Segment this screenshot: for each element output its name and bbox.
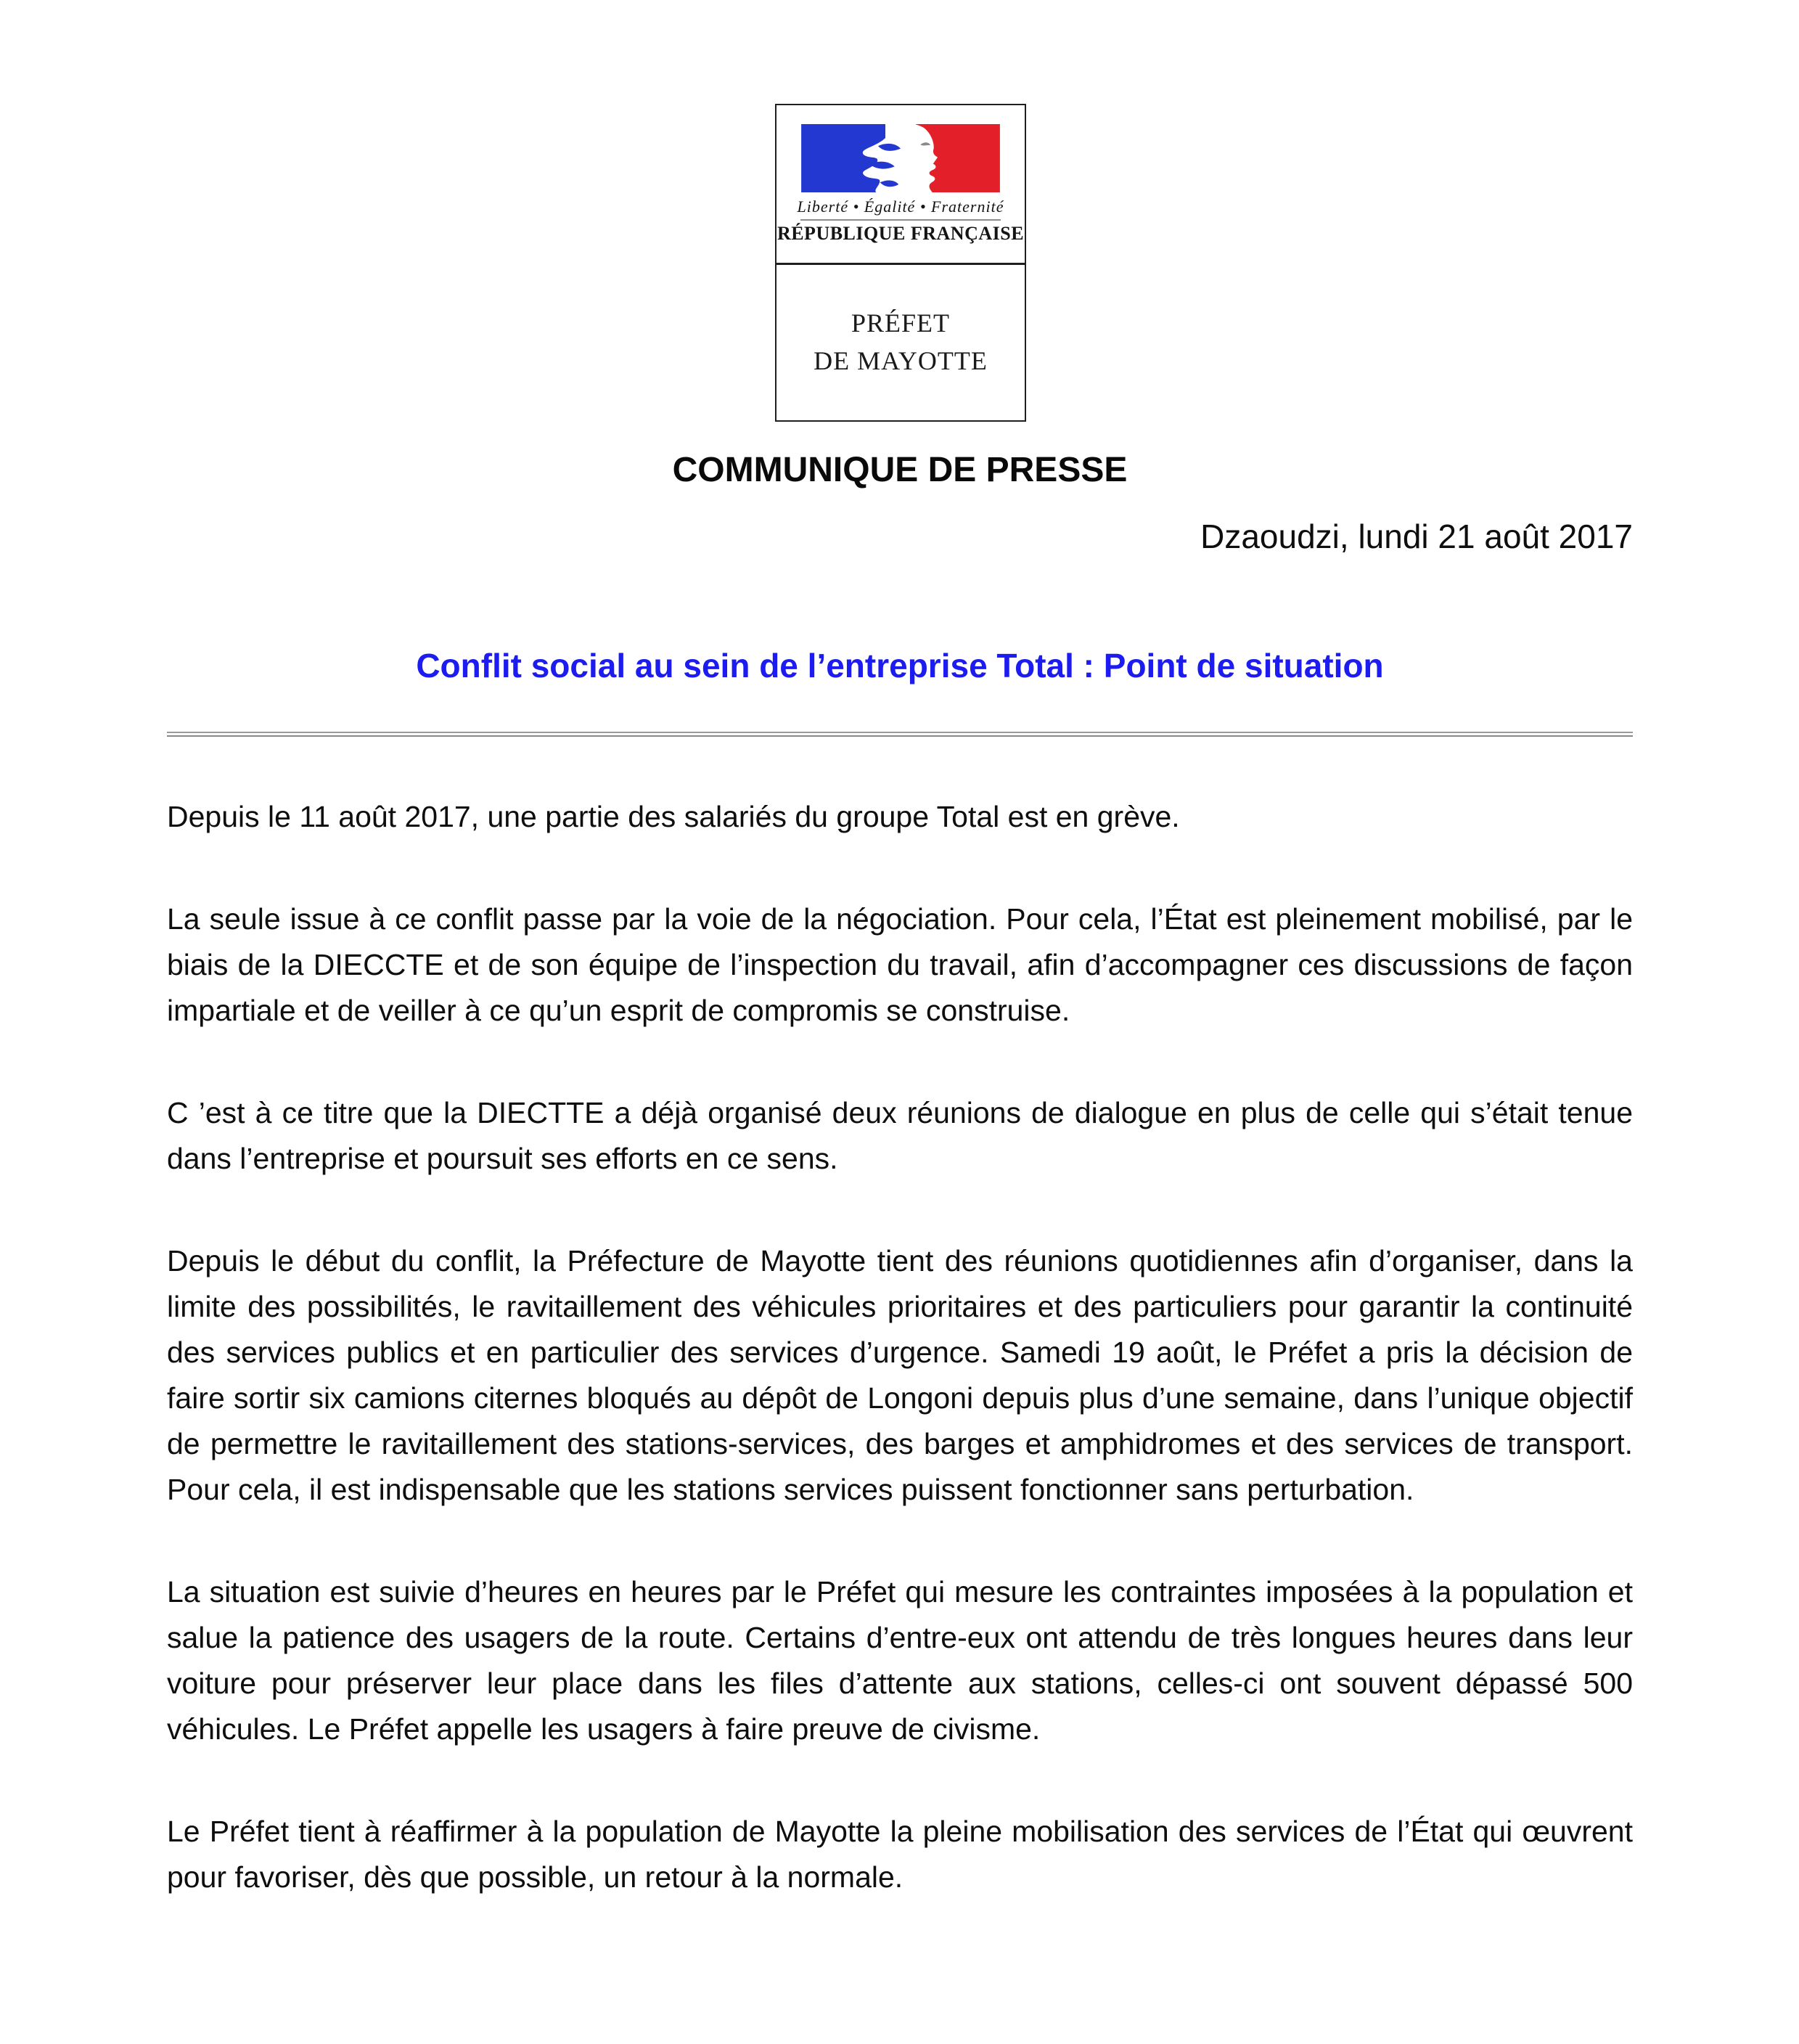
title-divider-rule (167, 732, 1633, 737)
body-text (167, 794, 1633, 1957)
dateline: Dzaoudzi, lundi 21 août 2017 (1200, 518, 1633, 555)
logo-republic-name: RÉPUBLIQUE FRANÇAISE (776, 223, 1025, 244)
prefecture-name-section (776, 265, 1025, 418)
marianne-flag-icon (801, 124, 1000, 192)
prefecture-logo (775, 104, 1026, 422)
logo-motto: Liberté • Égalité • Fraternité (797, 197, 1004, 216)
paragraph-3: C ’est à ce titre que la DIECTTE a déjà organisé deux réunions de dialogue en plus de celle qui s’était tenue dans l’entreprise et poursuit ses efforts en ce sens. (167, 1096, 1633, 1175)
prefecture-name-line1: PRÉFET (851, 308, 951, 338)
paragraph-5: La situation est suivie d’heures en heures par le Préfet qui mesure les contraintes imposées à la population et salue la patience des usagers de la route. Certains d’entre-eux ont attendu de très longues heures dans leur voiture pour préserver leur place dans les files d’attente aux stations, celles-ci ont souvent dépassé 500 véhicules. Le Préfet appelle les usagers à faire preuve de civisme. (167, 1575, 1633, 1746)
republic-logo-section (776, 105, 1025, 265)
paragraph-4: Depuis le début du conflit, la Préfecture de Mayotte tient des réunions quotidiennes afin d’organiser, dans la limite des possibilités, le ravitaillement des véhicules prioritaires et des particuliers pour garantir la continuité des services publics et en particulier des services d’urgence. Samedi 19 août, le Préfet a pris la décision de faire sortir six camions citernes bloqués au dépôt de Longoni depuis plus d’une semaine, dans l’unique objectif de permettre le ravitaillement des stations-services, des barges et amphidromes et des services de transport. Pour cela, il est indispensable que les stations services puissent fonctionner sans perturbation. (167, 1244, 1633, 1506)
document-type-heading: COMMUNIQUE DE PRESSE (672, 451, 1128, 489)
paragraph-2: La seule issue à ce conflit passe par la voie de la négociation. Pour cela, l’État est pleinement mobilisé, par le biais de la DIECCTE et de son équipe de l’inspection du travail, afin d’accompagner ces discussions de façon impartiale et de veiller à ce qu’un esprit de compromis se construise. (167, 902, 1633, 1027)
paragraph-1: Depuis le 11 août 2017, une partie des salariés du groupe Total est en grève. (167, 800, 1180, 833)
prefecture-name-line2: DE MAYOTTE (814, 346, 988, 375)
press-release-title: Conflit social au sein de l’entreprise Total : Point de situation (416, 647, 1384, 684)
logo-motto-rule (800, 219, 1001, 221)
paragraph-6: Le Préfet tient à réaffirmer à la population de Mayotte la pleine mobilisation des services de l’État qui œuvrent pour favoriser, dès que possible, un retour à la normale. (167, 1815, 1633, 1894)
